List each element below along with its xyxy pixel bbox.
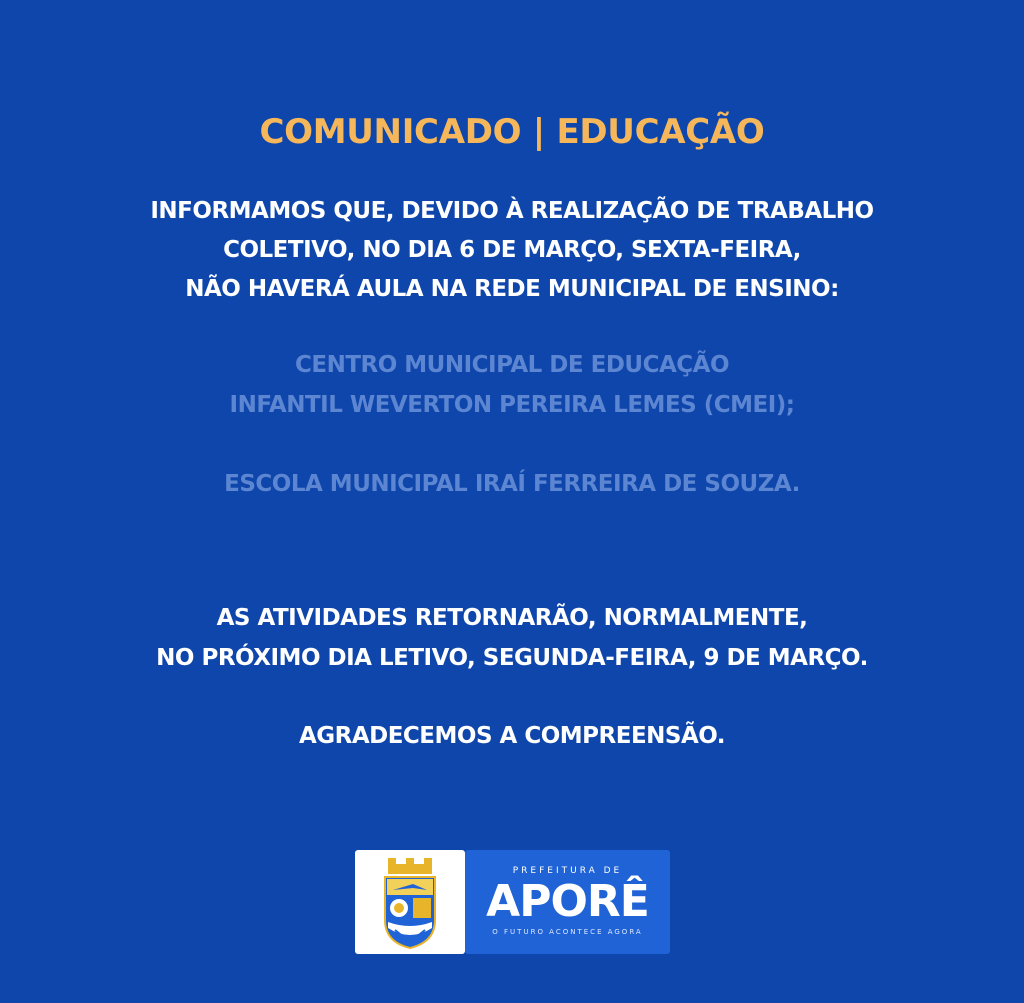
logo-text-panel: [465, 850, 670, 954]
intro-line-2: COLETIVO, NO DIA 6 DE MARÇO, SEXTA-FEIRA,: [223, 237, 801, 263]
intro-line-1: INFORMAMOS QUE, DEVIDO À REALIZAÇÃO DE TRABALHO: [150, 198, 874, 224]
return-line-1: AS ATIVIDADES RETORNARÃO, NORMALMENTE,: [216, 605, 808, 631]
school-line-3: ESCOLA MUNICIPAL IRAÍ FERREIRA DE SOUZA.: [224, 471, 800, 497]
announcement-title: COMUNICADO | EDUCAÇÃO: [259, 112, 765, 152]
return-line-2: NO PRÓXIMO DIA LETIVO, SEGUNDA-FEIRA, 9 DE MARÇO.: [156, 645, 868, 671]
prefeitura-logo: [355, 850, 670, 954]
logo-slogan: O FUTURO ACONTECE AGORA: [492, 928, 643, 936]
intro-line-3: NÃO HAVERÁ AULA NA REDE MUNICIPAL DE ENSINO:: [185, 276, 839, 302]
logo-city-name: APORÊ: [486, 876, 649, 927]
school-line-2: INFANTIL WEVERTON PEREIRA LEMES (CMEI);: [229, 392, 795, 418]
thanks-text: AGRADECEMOS A COMPREENSÃO.: [298, 723, 726, 749]
school-line-1: CENTRO MUNICIPAL DE EDUCAÇÃO: [294, 352, 730, 378]
logo-emblem-panel: [355, 850, 465, 954]
municipal-coat-of-arms-icon: [355, 850, 465, 954]
logo-prefix: PREFEITURA DE: [512, 866, 623, 876]
